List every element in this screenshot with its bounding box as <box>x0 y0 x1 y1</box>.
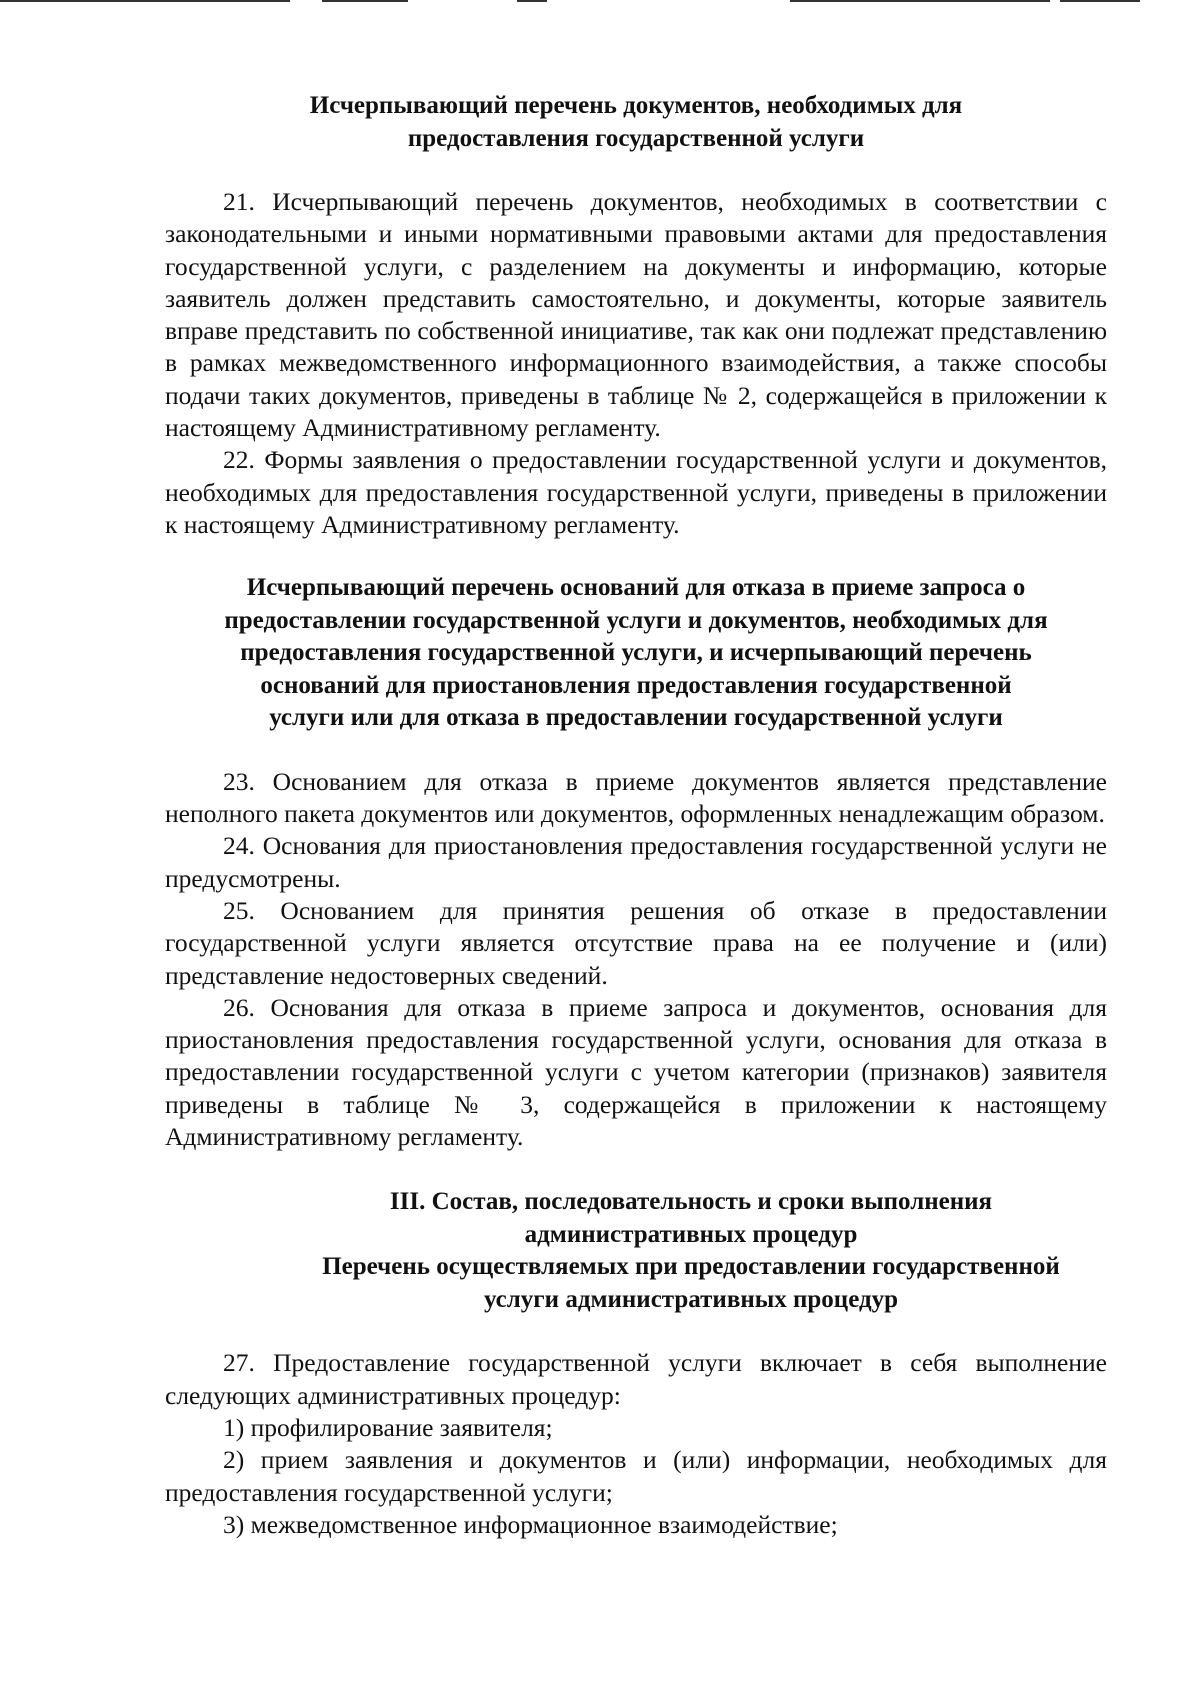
heading-line: III. Состав, последовательность и сроки выполнения <box>389 1188 993 1216</box>
heading-line: предоставлении государственной услуги и документов, необходимых для <box>224 606 1048 634</box>
list-item: 2) прием заявления и документов и (или) информации, необходимых для предоставления государственной услуги; <box>165 1445 1107 1507</box>
section-heading-refusal-grounds <box>165 572 1107 735</box>
scan-edge-mark <box>0 0 290 2</box>
document-page <box>165 90 1107 1541</box>
heading-line: Исчерпывающий перечень документов, необходимых для <box>309 92 963 119</box>
chapter-heading-iii <box>165 1186 1107 1251</box>
heading-line: услуги или для отказа в предоставлении государственной услуги <box>269 704 1003 732</box>
scan-edge-mark <box>322 0 408 2</box>
scan-edge-mark <box>790 0 1050 2</box>
paragraph-25: 25. Основанием для принятия решения об отказе в предоставлении государственной услуги является отсутствие права на ее получение и (или) представление недостоверных сведений. <box>165 895 1107 990</box>
list-item: 3) межведомственное информационное взаимодействие; <box>223 1509 838 1539</box>
scan-edge-mark <box>517 0 547 2</box>
heading-line: предоставления государственной услуги, и исчерпывающий перечень <box>240 639 1032 667</box>
paragraph-24: 24. Основания для приостановления предоставления государственной услуги не предусмотрены. <box>165 831 1107 893</box>
paragraph-27: 27. Предоставление государственной услуги включает в себя выполнение следующих административных процедур: <box>165 1348 1107 1410</box>
heading-line: Исчерпывающий перечень оснований для отказа в приеме запроса о <box>246 574 1026 602</box>
section-heading-procedures <box>165 1251 1107 1316</box>
scan-edge-mark <box>1060 0 1140 2</box>
heading-line: оснований для приостановления предоставления государственной <box>260 671 1012 699</box>
heading-line: административных процедур <box>524 1220 858 1248</box>
paragraph-26: 26. Основания для отказа в приеме запроса и документов, основания для приостановления предоставления государственной услуги, основания для отказа в предоставлении государственной услуги с учетом категории (признаков) заявителя приведены в таблице № 3, содержащейся в приложении к настоящему Административному регламенту. <box>165 992 1107 1152</box>
heading-line: предоставления государственной услуги <box>407 124 865 152</box>
paragraph-22: 22. Формы заявления о предоставлении государственной услуги и документов, необходимых для предоставления государственной услуги, приведены в приложении к настоящему Административному регламенту. <box>165 445 1107 539</box>
paragraph-21: 21. Исчерпывающий перечень документов, необходимых в соответствии с законодательными и иными нормативными правовыми актами для предоставления государственной услуги, с разделением на документы и информацию, которые заявитель должен представить самостоятельно, и документы, которые заявитель вправе представить по собственной инициативе, так как они подлежат представлению в рамках межведомственного информационного взаимодействия, а также способы подачи таких документов, приведены в таблице № 2, содержащейся в приложении к настоящему Административному регламенту. <box>165 187 1107 443</box>
paragraph-23: 23. Основанием для отказа в приеме документов является представление неполного пакета документов или документов, оформленных ненадлежащим образом. <box>165 766 1107 829</box>
heading-line: услуги административных процедур <box>483 1285 899 1313</box>
section-heading-documents <box>165 90 1107 155</box>
list-item: 1) профилирование заявителя; <box>223 1412 553 1442</box>
heading-line: Перечень осуществляемых при предоставлении государственной <box>322 1253 1060 1281</box>
